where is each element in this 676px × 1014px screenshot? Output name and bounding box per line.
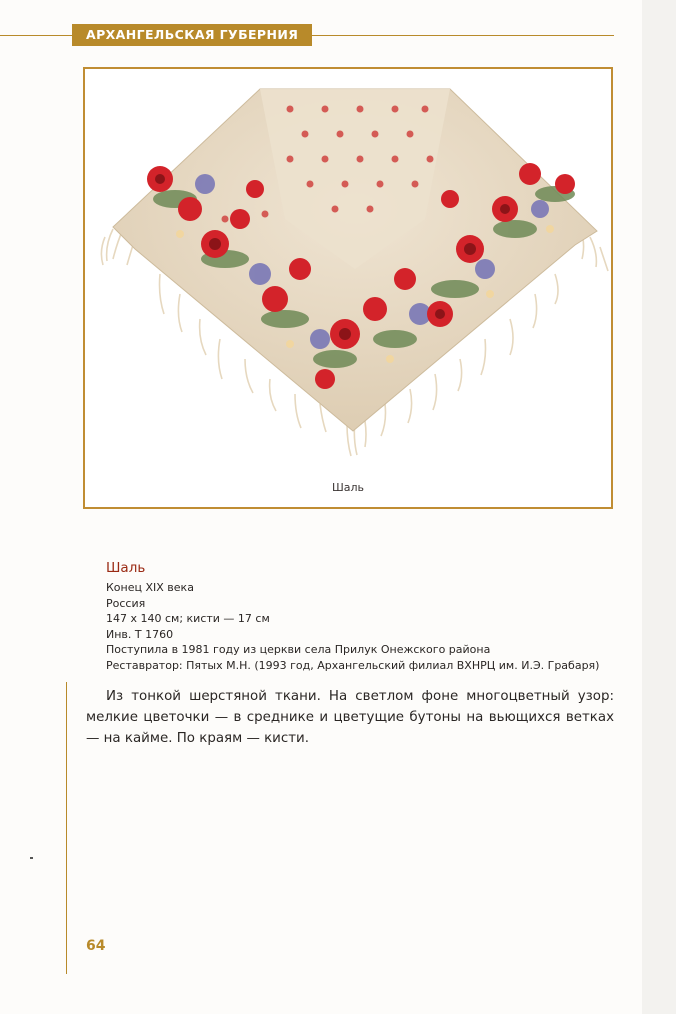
detail-origin: Россия — [106, 596, 146, 610]
page-number: 64 — [86, 938, 106, 954]
photo-caption: Шаль — [331, 481, 365, 494]
item-title: Шаль — [106, 560, 146, 576]
scan-speck — [30, 857, 33, 859]
detail-inventory: Инв. Т 1760 — [106, 627, 174, 641]
detail-restorer: Реставратор: Пятых М.Н. (1993 год, Архангельский филиал ВХНРЦ им. И.Э. Грабаря) — [106, 658, 600, 672]
section-header: АРХАНГЕЛЬСКАЯ ГУБЕРНИЯ — [72, 24, 312, 46]
photo-frame — [83, 67, 613, 509]
item-description — [86, 686, 614, 749]
side-rule — [66, 682, 67, 974]
page-edge — [642, 0, 676, 1014]
detail-provenance: Поступила в 1981 году из церкви села Прилук Онежского района — [106, 643, 491, 657]
description-paragraph: Из тонкой шерстяной ткани. На светлом фоне многоцветный узор: мелкие цветочки — в среднике и цветущие бутоны на вьющихся ветках — на кайме. По краям — кисти. — [86, 689, 614, 746]
shawl-photo — [85, 69, 611, 507]
detail-date: Конец XIX века — [106, 581, 194, 594]
item-details — [106, 580, 599, 674]
detail-dimensions: 147 х 140 см; кисти — 17 см — [106, 612, 270, 626]
